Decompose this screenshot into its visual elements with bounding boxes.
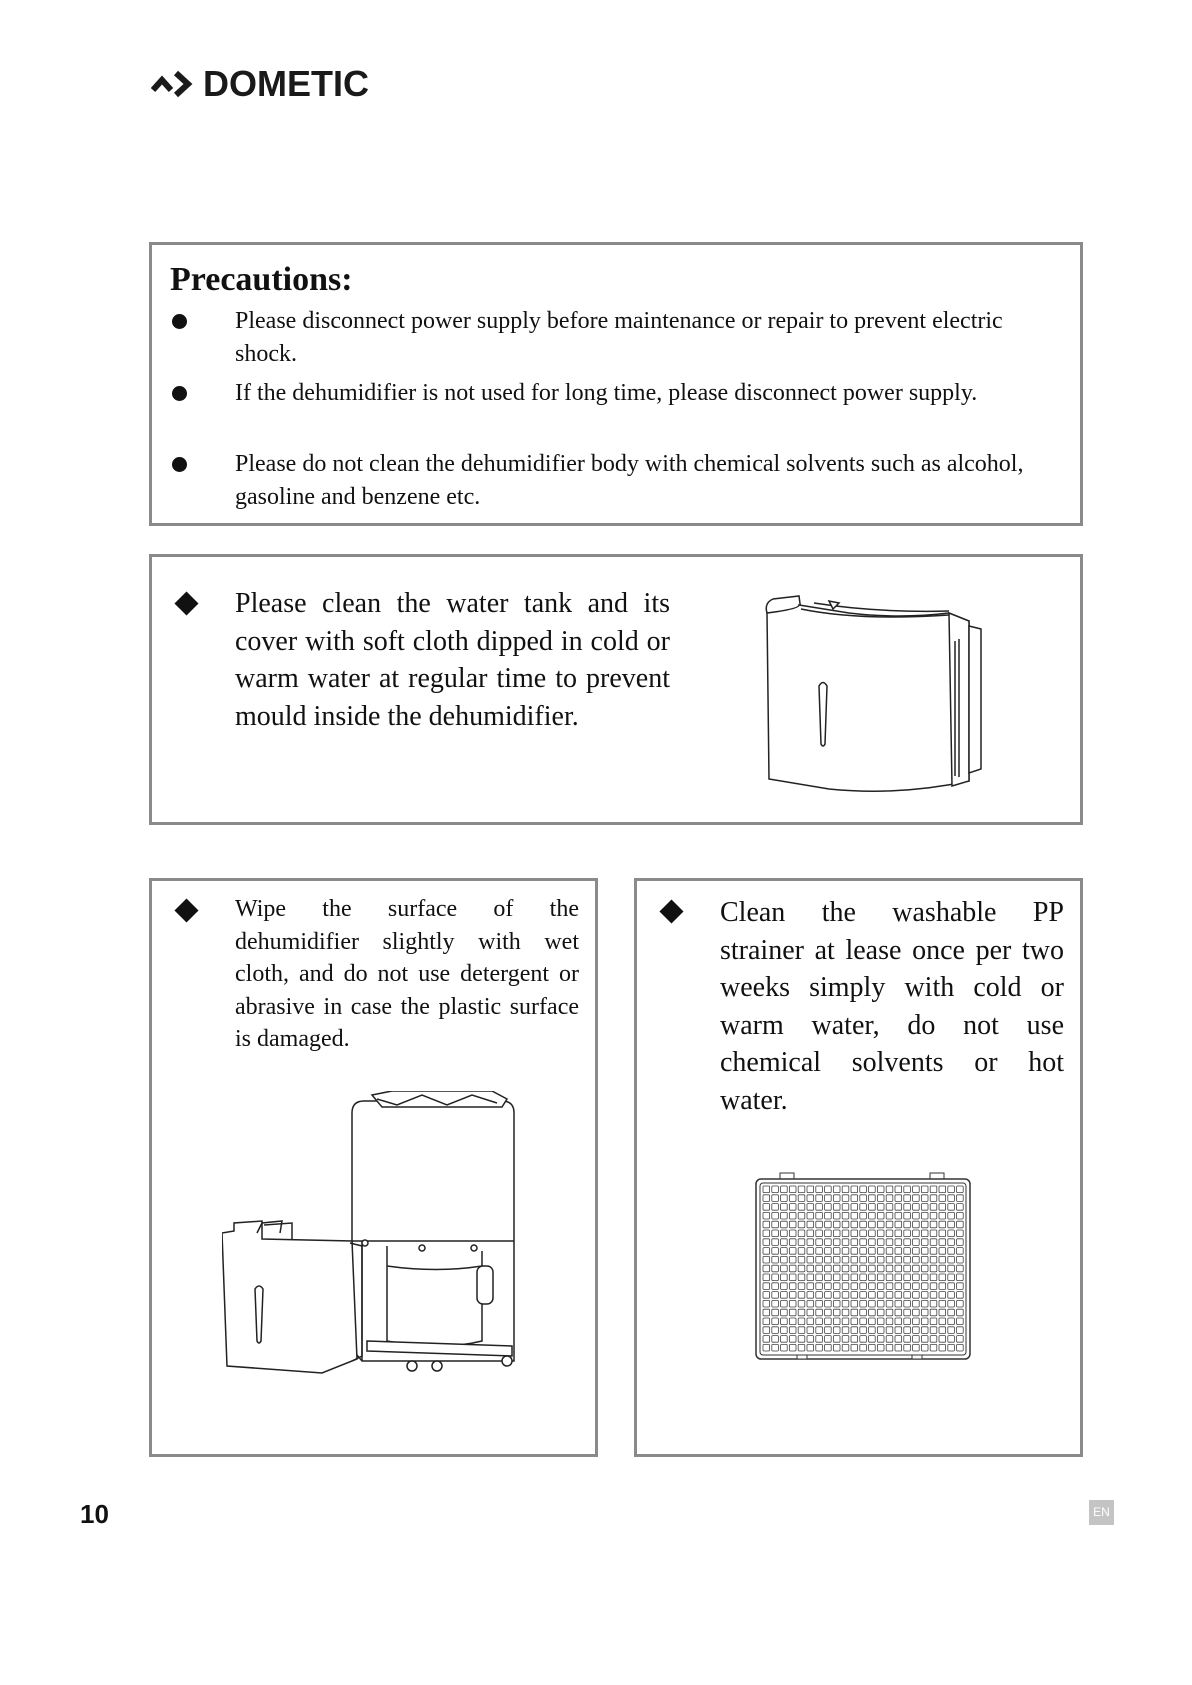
dometic-chevron-icon — [151, 69, 197, 99]
precautions-box — [149, 242, 1083, 526]
dehumidifier-icon — [222, 1091, 542, 1391]
brand-logo — [151, 63, 369, 104]
precaution-item — [172, 377, 1052, 410]
diamond-bullet-icon — [659, 899, 683, 923]
page-number: 10 — [80, 1499, 109, 1529]
precaution-item — [172, 448, 1052, 514]
strainer-cleaning-text: Clean the washable PP strainer at lease once per two weeks simply with cold or warm water, do not use chemical solvents or hot water. — [720, 897, 1064, 1116]
bullet-icon — [172, 314, 187, 329]
precautions-title: Precautions: — [170, 261, 353, 298]
wipe-surface-text: Wipe the surface of the dehumidifier slightly with wet cloth, and do not use detergent or abrasive in case the plastic surface is damaged. — [235, 896, 579, 1052]
bullet-icon — [172, 386, 187, 401]
diamond-bullet-icon — [174, 591, 198, 615]
diamond-bullet-icon — [174, 898, 198, 922]
tank-cleaning-text: Please clean the water tank and its cover with soft cloth dipped in cold or warm water at regular time to prevent mould inside the dehumidifier. — [235, 588, 670, 732]
wipe-surface-box — [149, 878, 598, 1457]
precaution-text: If the dehumidifier is not used for long time, please disconnect power supply. — [235, 380, 978, 406]
precaution-text: Please do not clean the dehumidifier body with chemical solvents such as alcohol, gasoline and benzene etc. — [235, 451, 1024, 510]
tank-cleaning-box — [149, 554, 1083, 825]
language-badge: EN — [1089, 1500, 1114, 1525]
bullet-icon — [172, 457, 187, 472]
precaution-item — [172, 305, 1052, 371]
water-tank-icon — [759, 591, 1004, 801]
precaution-text: Please disconnect power supply before maintenance or repair to prevent electric shock. — [235, 308, 1003, 367]
brand-name: DOMETIC — [203, 63, 369, 104]
strainer-cleaning-box — [634, 878, 1083, 1457]
filter-grid-icon — [752, 1171, 982, 1371]
